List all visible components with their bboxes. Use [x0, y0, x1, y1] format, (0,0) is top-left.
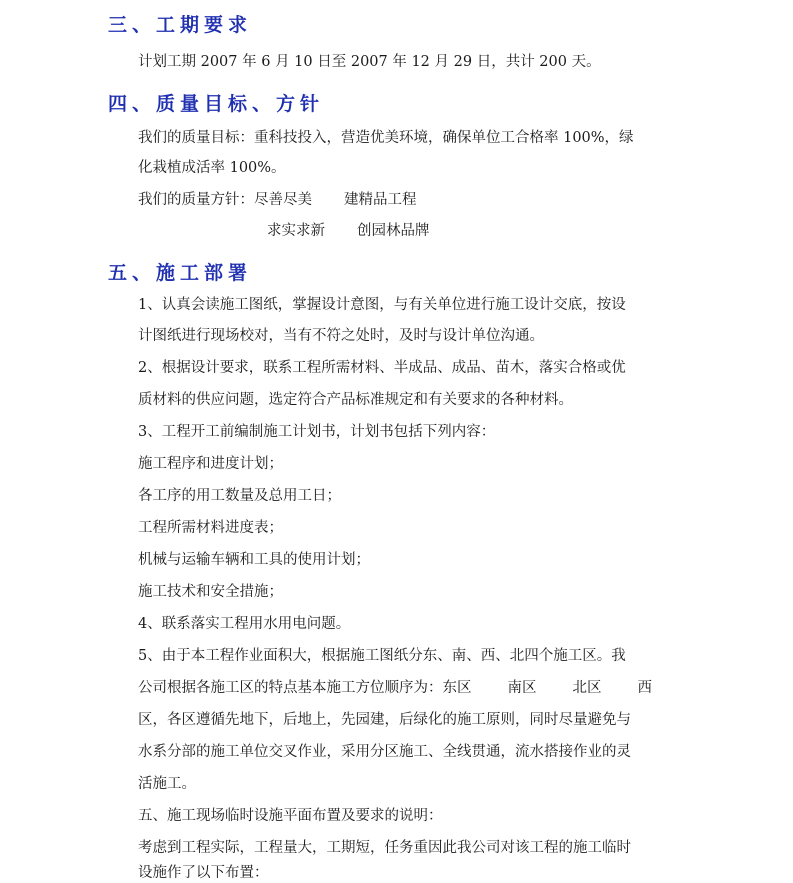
paragraph-line: 活施工。 — [138, 776, 196, 792]
order-prefix: 公司根据各施工区的特点基本施工方位顺序为：东区 — [138, 680, 472, 696]
policy-phrase: 求实求新 — [267, 223, 325, 239]
paragraph-line: 考虑到工程实际，工程量大，工期短，任务重因此我公司对该工程的施工临时 — [138, 840, 631, 856]
quality-policy-row-2 — [267, 221, 430, 241]
policy-phrase: 建精品工程 — [344, 192, 417, 208]
policy-phrase: 创园林品牌 — [357, 223, 430, 239]
paragraph-line: 5、由于本工程作业面积大，根据施工图纸分东、南、西、北四个施工区。我 — [138, 648, 626, 664]
paragraph-line: 1、认真会读施工图纸，掌握设计意图，与有关单位进行施工设计交底，按设 — [138, 297, 626, 313]
paragraph-line: 设施作了以下布置： — [138, 865, 269, 881]
quality-policy-label: 我们的质量方针： — [138, 192, 254, 208]
construction-order-line — [138, 678, 652, 698]
quality-policy-row-1 — [138, 190, 417, 210]
subsection-title: 五、施工现场临时设施平面布置及要求的说明： — [138, 808, 443, 824]
order-zone-north: 北区 — [572, 680, 602, 696]
policy-phrase: 尽善尽美 — [254, 192, 312, 208]
paragraph-line: 质材料的供应问题，选定符合产品标准规定和有关要求的各种材料。 — [138, 392, 573, 408]
paragraph-line: 计划工期 2007 年 6 月 10 日至 2007 年 12 月 29 日，共计 200 天。 — [138, 54, 601, 70]
list-item: 工程所需材料进度表； — [138, 520, 283, 536]
list-item: 施工程序和进度计划； — [138, 456, 283, 472]
paragraph-line: 区，各区遵循先地下，后地上，先园建，后绿化的施工原则，同时尽量避免与 — [138, 712, 631, 728]
paragraph-line: 2、根据设计要求，联系工程所需材料、半成品、成品、苗木，落实合格或优 — [138, 360, 626, 376]
section-heading-deployment: 五、施工部署 — [108, 262, 253, 284]
section-heading-schedule: 三、工期要求 — [108, 14, 253, 36]
paragraph-line: 3、工程开工前编制施工计划书，计划书包括下列内容： — [138, 424, 496, 440]
paragraph-line: 水系分部的施工单位交叉作业，采用分区施工、全线贯通，流水搭接作业的灵 — [138, 744, 631, 760]
paragraph-line: 计图纸进行现场校对，当有不符之处时，及时与设计单位沟通。 — [138, 328, 544, 344]
order-zone-south: 南区 — [507, 680, 537, 696]
list-item: 机械与运输车辆和工具的使用计划； — [138, 552, 370, 568]
list-item: 施工技术和安全措施； — [138, 584, 283, 600]
paragraph-line: 化栽植成活率 100%。 — [138, 160, 286, 176]
list-item: 各工序的用工数量及总用工日； — [138, 488, 341, 504]
paragraph-line: 我们的质量目标：重科技投入，营造优美环境，确保单位工合格率 100%，绿 — [138, 130, 634, 146]
paragraph-line: 4、联系落实工程用水用电问题。 — [138, 616, 351, 632]
order-zone-west: 西 — [637, 680, 652, 696]
section-heading-quality: 四、质量目标、方针 — [108, 93, 325, 115]
